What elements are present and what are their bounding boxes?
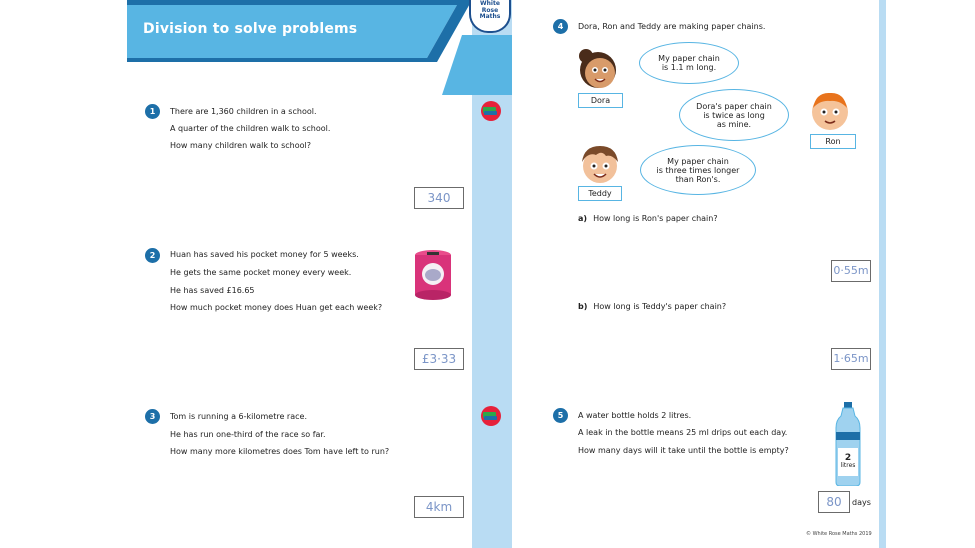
question-3-line-2: He has run one-third of the race so far. xyxy=(170,430,326,439)
question-number-4: 4 xyxy=(553,19,568,34)
logo-word-2: Rose xyxy=(481,6,499,14)
bottle-label-number: 2 xyxy=(844,453,852,463)
question-4a-letter: a) xyxy=(578,214,588,223)
dora-speech-line-2: is 1.1 m long. xyxy=(661,63,717,72)
question-4b xyxy=(578,302,726,311)
ron-speech-line-3: as mine. xyxy=(716,119,752,129)
answer-box-4a[interactable]: 0·55m xyxy=(831,260,871,282)
dora-face-icon xyxy=(574,44,622,92)
reasoning-badge-icon xyxy=(480,100,502,122)
question-4-intro: Dora, Ron and Teddy are making paper chains. xyxy=(578,22,766,31)
teddy-speech-line-2: is three times longer xyxy=(656,165,740,175)
bottle-label-unit: litres xyxy=(840,462,856,469)
bottle-label xyxy=(838,454,858,470)
question-number-2: 2 xyxy=(145,248,160,263)
water-bottle-icon xyxy=(834,402,862,486)
question-number-5: 5 xyxy=(553,408,568,423)
question-5-line-3: How many days will it take until the bottle is empty? xyxy=(578,446,789,455)
dora-speech-line-1: My paper chain xyxy=(658,54,720,63)
teddy-speech-line-1: My paper chain xyxy=(667,156,729,166)
ron-speech-bubble xyxy=(679,89,789,141)
question-4b-letter: b) xyxy=(578,302,588,311)
question-5-line-2: A leak in the bottle means 25 ml drips out each day. xyxy=(578,428,788,437)
question-2-line-4: How much pocket money does Huan get each week? xyxy=(170,303,383,312)
question-2-line-2: He gets the same pocket money every week. xyxy=(170,268,352,277)
teddy-speech-line-3: than Ron's. xyxy=(675,174,721,184)
logo-word-1: White xyxy=(480,0,500,7)
question-2-line-1: Huan has saved his pocket money for 5 weeks. xyxy=(170,250,359,259)
question-1-line-1: There are 1,360 children in a school. xyxy=(170,107,317,116)
question-1-line-2: A quarter of the children walk to school. xyxy=(170,124,331,133)
teddy-face-icon xyxy=(576,140,624,188)
question-3-line-3: How many more kilometres does Tom have left to run? xyxy=(170,447,390,456)
question-4a-text: How long is Ron's paper chain? xyxy=(593,214,718,223)
copyright-text: © White Rose Maths 2019 xyxy=(806,531,872,537)
reasoning-badge-icon xyxy=(480,405,502,427)
page-title: Division to solve problems xyxy=(143,21,358,37)
answer-box-1[interactable]: 340 xyxy=(414,187,464,209)
title-banner-shape xyxy=(127,0,517,100)
answer-box-2[interactable]: £3·33 xyxy=(414,348,464,370)
ron-face-icon xyxy=(806,88,854,136)
money-box-icon xyxy=(413,249,453,301)
question-5-line-1: A water bottle holds 2 litres. xyxy=(578,411,692,420)
question-4b-text: How long is Teddy's paper chain? xyxy=(593,302,727,311)
teddy-speech-bubble xyxy=(640,145,756,195)
question-number-3: 3 xyxy=(145,409,160,424)
teddy-name-tag: Teddy xyxy=(578,186,622,201)
right-margin-strip xyxy=(879,0,886,548)
dora-speech-bubble xyxy=(639,42,739,84)
answer-box-5[interactable]: 80 xyxy=(818,491,850,513)
answer-unit-days: days xyxy=(852,498,871,507)
answer-box-4b[interactable]: 1·65m xyxy=(831,348,871,370)
question-number-1: 1 xyxy=(145,104,160,119)
answer-box-3[interactable]: 4km xyxy=(414,496,464,518)
logo-word-3: Maths xyxy=(479,13,501,20)
question-3-line-1: Tom is running a 6-kilometre race. xyxy=(170,412,307,421)
ron-name-tag: Ron xyxy=(810,134,856,149)
ron-speech-line-2: is twice as long xyxy=(703,110,765,120)
white-rose-maths-logo xyxy=(469,0,511,33)
question-2-line-3: He has saved £16.65 xyxy=(170,286,255,295)
ron-speech-line-1: Dora's paper chain xyxy=(696,101,772,111)
dora-name-tag: Dora xyxy=(578,93,623,108)
question-4a xyxy=(578,214,718,223)
question-1-line-3: How many children walk to school? xyxy=(170,141,311,150)
